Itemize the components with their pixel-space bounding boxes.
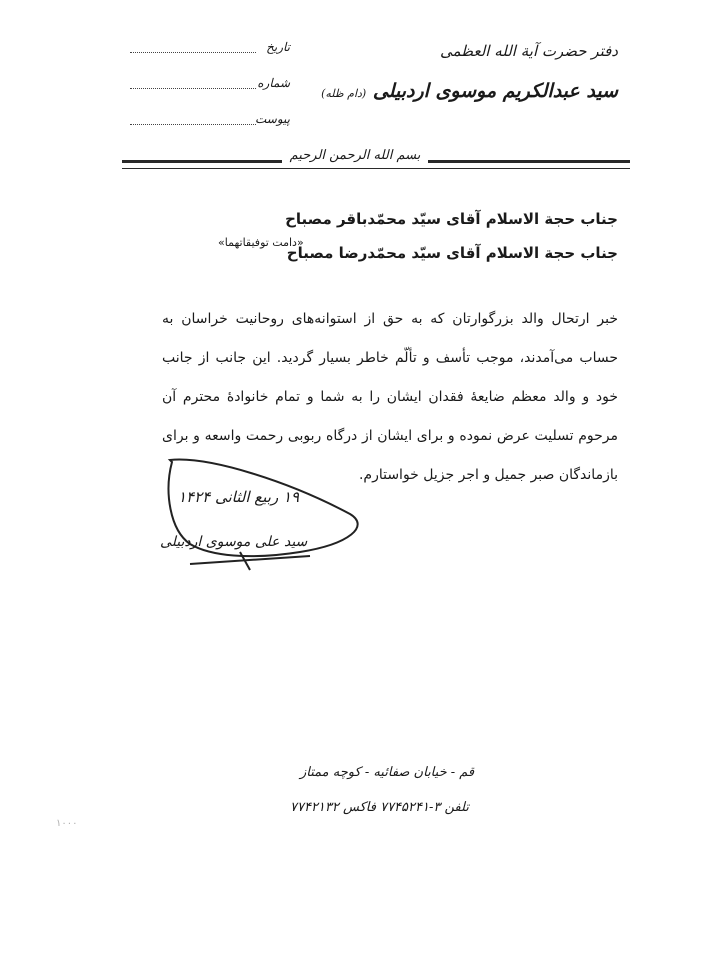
header-rule-thin bbox=[122, 168, 630, 169]
attachment-label: پیوست bbox=[255, 112, 290, 126]
number-label: شماره bbox=[257, 76, 290, 90]
margin-mark: ۱۰۰۰ bbox=[56, 818, 78, 829]
date-field bbox=[130, 40, 290, 62]
basmala-text: بسم الله الرحمن الرحیم bbox=[282, 148, 429, 163]
footer-phone-fax: تلفن ۳-۷۷۴۵۲۴۱ فاکس ۷۷۴۲۱۳۲ bbox=[290, 800, 469, 815]
date-dotted-line bbox=[130, 52, 256, 53]
honorific: «دامت توفیقاتهما» bbox=[218, 236, 304, 249]
office-holder-name-text: سید عبدالکریم موسوی اردبیلی bbox=[372, 80, 618, 102]
number-field bbox=[130, 76, 290, 98]
office-holder-name bbox=[321, 80, 618, 102]
signature-date: ۱۹ ربیع الثانی ۱۴۲۴ bbox=[178, 488, 300, 506]
attachment-field bbox=[130, 112, 290, 134]
recipient-1: جناب حجة الاسلام آقای سیّد محمّدباقر مصباح bbox=[285, 210, 618, 228]
number-dotted-line bbox=[130, 88, 256, 89]
recipient-2: جناب حجة الاسلام آقای سیّد محمّدرضا مصباح bbox=[286, 244, 618, 262]
date-label: تاریخ bbox=[266, 40, 290, 54]
office-title: دفتر حضرت آیة الله العظمی bbox=[440, 42, 618, 60]
attachment-dotted-line bbox=[130, 124, 256, 125]
signatory-name: سید علی موسوی اردبیلی bbox=[160, 534, 308, 550]
letter-body: خبر ارتحال والد بزرگوارتان که به حق از استوانه‌های روحانیت خراسان به حساب می‌آمدند، موجب تأسف و تألّم خاطر بسیار گردید. این جانب از جانب خود و والد معظم ضایعهٔ فقدان ایشان را به شما و تمام خانوادهٔ محترم آن مرحوم تسلیت عرض نموده و برای ایشان از درگاه ربوبی رحمت واسعه و برای بازماندگان صبر جمیل و اجر جزیل خواستارم. bbox=[162, 311, 618, 483]
footer-address: قم - خیابان صفائیه - کوچه ممتاز bbox=[300, 765, 475, 780]
basmala bbox=[0, 148, 710, 163]
signature-scribble bbox=[150, 452, 380, 572]
office-holder-suffix: (دام ظله) bbox=[321, 87, 367, 100]
